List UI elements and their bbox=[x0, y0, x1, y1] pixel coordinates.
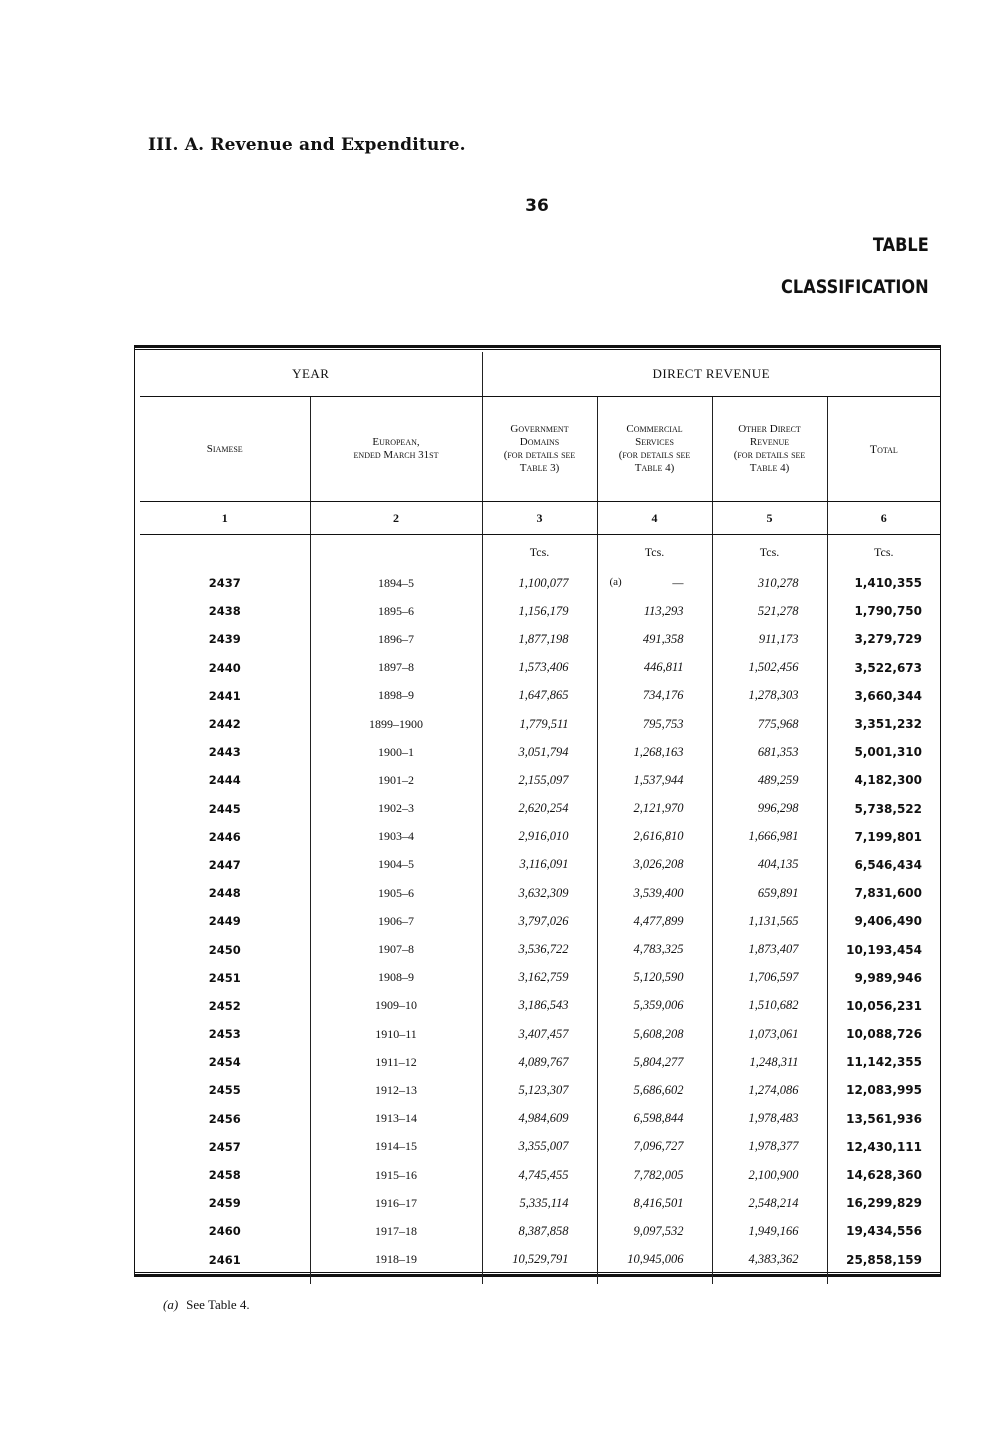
other-direct-revenue-cell: 1,706,597 bbox=[712, 964, 827, 992]
european-year-cell: 1911–12 bbox=[310, 1048, 482, 1076]
government-domains-cell: 3,355,007 bbox=[482, 1133, 597, 1161]
siamese-year-cell: 2461 bbox=[208, 1252, 241, 1267]
european-year-cell: 1902–3 bbox=[310, 795, 482, 823]
unit-label: Tcs. bbox=[827, 535, 940, 570]
commercial-services-cell: 5,120,590 bbox=[597, 964, 712, 992]
other-direct-revenue-cell: 1,502,456 bbox=[712, 654, 827, 682]
table-label: TABLE bbox=[873, 234, 929, 256]
unit-label: Tcs. bbox=[712, 535, 827, 570]
other-direct-revenue-header: Other Direct Revenue (for details see Table 4) bbox=[712, 397, 827, 502]
european-year-cell: 1910–11 bbox=[310, 1020, 482, 1048]
commercial-services-cell: 491,358 bbox=[597, 625, 712, 653]
table-row bbox=[140, 1217, 940, 1245]
european-year-cell: 1905–6 bbox=[310, 879, 482, 907]
european-year-cell: 1901–2 bbox=[310, 766, 482, 794]
unit-label: Tcs. bbox=[482, 535, 597, 570]
european-year-cell: 1904–5 bbox=[310, 851, 482, 879]
siamese-year-cell: 2454 bbox=[208, 1055, 241, 1070]
total-cell: 19,434,556 bbox=[827, 1217, 940, 1245]
government-domains-cell: 2,620,254 bbox=[482, 795, 597, 823]
government-domains-cell: 4,089,767 bbox=[482, 1048, 597, 1076]
european-header: European, ended March 31st bbox=[310, 397, 482, 502]
commercial-services-cell: 10,945,006 bbox=[597, 1246, 712, 1274]
european-year-cell: 1916–17 bbox=[310, 1189, 482, 1217]
year-group-header: YEAR bbox=[140, 352, 482, 397]
commercial-services-cell: 2,616,810 bbox=[597, 823, 712, 851]
table-row bbox=[140, 569, 940, 597]
european-year-cell: 1895–6 bbox=[310, 597, 482, 625]
siamese-year-cell: 2442 bbox=[208, 717, 241, 732]
european-year-cell: 1908–9 bbox=[310, 964, 482, 992]
commercial-services-cell: 7,096,727 bbox=[597, 1133, 712, 1161]
siamese-year-cell: 2449 bbox=[208, 914, 241, 929]
government-domains-cell: 4,745,455 bbox=[482, 1161, 597, 1189]
total-cell: 9,406,490 bbox=[827, 907, 940, 935]
table-row bbox=[140, 738, 940, 766]
page-number: 36 bbox=[525, 196, 549, 216]
table-row bbox=[140, 795, 940, 823]
government-domains-cell: 2,916,010 bbox=[482, 823, 597, 851]
other-direct-revenue-cell: 1,666,981 bbox=[712, 823, 827, 851]
siamese-year-cell: 2445 bbox=[208, 801, 241, 816]
table-body bbox=[140, 569, 940, 1284]
siamese-year-cell: 2448 bbox=[208, 886, 241, 901]
table-row bbox=[140, 682, 940, 710]
siamese-year-cell: 2441 bbox=[208, 688, 241, 703]
commercial-services-cell: 6,598,844 bbox=[597, 1105, 712, 1133]
other-direct-revenue-cell: 310,278 bbox=[712, 569, 827, 597]
other-direct-revenue-cell: 1,274,086 bbox=[712, 1076, 827, 1104]
total-cell: 13,561,936 bbox=[827, 1105, 940, 1133]
european-year-cell: 1915–16 bbox=[310, 1161, 482, 1189]
other-direct-revenue-cell: 1,073,061 bbox=[712, 1020, 827, 1048]
government-domains-cell: 1,100,077 bbox=[482, 569, 597, 597]
revenue-table bbox=[140, 352, 940, 1284]
other-direct-revenue-cell: 681,353 bbox=[712, 738, 827, 766]
government-domains-header: Government Domains (for details see Table 3) bbox=[482, 397, 597, 502]
other-direct-revenue-cell: 911,173 bbox=[712, 625, 827, 653]
siamese-year-cell: 2443 bbox=[208, 745, 241, 760]
total-header: Total bbox=[827, 397, 940, 502]
total-cell: 6,546,434 bbox=[827, 851, 940, 879]
siamese-year-cell: 2439 bbox=[208, 632, 241, 647]
table-row bbox=[140, 992, 940, 1020]
european-year-cell: 1912–13 bbox=[310, 1076, 482, 1104]
european-year-cell: 1907–8 bbox=[310, 935, 482, 963]
footnote-text: See Table 4. bbox=[186, 1297, 250, 1312]
total-cell: 4,182,300 bbox=[827, 766, 940, 794]
siamese-year-cell: 2458 bbox=[208, 1168, 241, 1183]
government-domains-cell: 8,387,858 bbox=[482, 1217, 597, 1245]
government-domains-cell: 3,116,091 bbox=[482, 851, 597, 879]
total-cell: 3,279,729 bbox=[827, 625, 940, 653]
commercial-services-cell: 4,477,899 bbox=[597, 907, 712, 935]
other-direct-revenue-cell: 1,278,303 bbox=[712, 682, 827, 710]
table-row bbox=[140, 879, 940, 907]
commercial-services-cell: 5,608,208 bbox=[597, 1020, 712, 1048]
other-direct-revenue-cell: 1,978,377 bbox=[712, 1133, 827, 1161]
government-domains-cell: 4,984,609 bbox=[482, 1105, 597, 1133]
european-year-cell: 1906–7 bbox=[310, 907, 482, 935]
total-cell: 3,522,673 bbox=[827, 654, 940, 682]
total-cell: 7,199,801 bbox=[827, 823, 940, 851]
siamese-year-cell: 2451 bbox=[208, 970, 241, 985]
table-row bbox=[140, 1133, 940, 1161]
direct-revenue-group-header: DIRECT REVENUE bbox=[482, 352, 940, 397]
footnote bbox=[163, 1297, 250, 1313]
table-row bbox=[140, 851, 940, 879]
unit-row bbox=[140, 535, 940, 570]
column-number: 4 bbox=[597, 502, 712, 535]
government-domains-cell: 1,877,198 bbox=[482, 625, 597, 653]
european-year-cell: 1914–15 bbox=[310, 1133, 482, 1161]
commercial-services-cell: 5,804,277 bbox=[597, 1048, 712, 1076]
government-domains-cell: 1,156,179 bbox=[482, 597, 597, 625]
table-row bbox=[140, 766, 940, 794]
european-year-cell: 1896–7 bbox=[310, 625, 482, 653]
government-domains-cell: 5,335,114 bbox=[482, 1189, 597, 1217]
other-direct-revenue-cell: 489,259 bbox=[712, 766, 827, 794]
government-domains-cell: 3,186,543 bbox=[482, 992, 597, 1020]
other-direct-revenue-cell: 996,298 bbox=[712, 795, 827, 823]
government-domains-cell: 2,155,097 bbox=[482, 766, 597, 794]
total-cell: 9,989,946 bbox=[827, 964, 940, 992]
table-row bbox=[140, 654, 940, 682]
other-direct-revenue-cell: 4,383,362 bbox=[712, 1246, 827, 1274]
commercial-services-cell: 7,782,005 bbox=[597, 1161, 712, 1189]
commercial-services-cell: 4,783,325 bbox=[597, 935, 712, 963]
government-domains-cell: 10,529,791 bbox=[482, 1246, 597, 1274]
commercial-services-cell: 446,811 bbox=[597, 654, 712, 682]
commercial-services-cell: 795,753 bbox=[597, 710, 712, 738]
table-row bbox=[140, 1105, 940, 1133]
european-year-cell: 1903–4 bbox=[310, 823, 482, 851]
total-cell: 16,299,829 bbox=[827, 1189, 940, 1217]
table-row bbox=[140, 907, 940, 935]
siamese-year-cell: 2450 bbox=[208, 942, 241, 957]
total-cell: 5,001,310 bbox=[827, 738, 940, 766]
other-direct-revenue-cell: 775,968 bbox=[712, 710, 827, 738]
siamese-year-cell: 2446 bbox=[208, 829, 241, 844]
commercial-services-cell: 1,268,163 bbox=[597, 738, 712, 766]
european-year-cell: 1913–14 bbox=[310, 1105, 482, 1133]
table-row bbox=[140, 964, 940, 992]
total-cell: 3,660,344 bbox=[827, 682, 940, 710]
commercial-services-header: Commercial Services (for details see Table 4) bbox=[597, 397, 712, 502]
total-cell: 1,790,750 bbox=[827, 597, 940, 625]
commercial-services-cell: 3,026,208 bbox=[597, 851, 712, 879]
european-year-cell: 1900–1 bbox=[310, 738, 482, 766]
total-cell: 14,628,360 bbox=[827, 1161, 940, 1189]
total-cell: 12,430,111 bbox=[827, 1133, 940, 1161]
group-header-row bbox=[140, 352, 940, 397]
commercial-services-cell: 9,097,532 bbox=[597, 1217, 712, 1245]
siamese-year-cell: 2437 bbox=[208, 576, 241, 591]
other-direct-revenue-cell: 404,135 bbox=[712, 851, 827, 879]
commercial-services-cell: 5,686,602 bbox=[597, 1076, 712, 1104]
government-domains-cell: 3,051,794 bbox=[482, 738, 597, 766]
table-row bbox=[140, 1246, 940, 1274]
siamese-year-cell: 2444 bbox=[208, 773, 241, 788]
other-direct-revenue-cell: 2,100,900 bbox=[712, 1161, 827, 1189]
european-year-cell: 1899–1900 bbox=[310, 710, 482, 738]
other-direct-revenue-cell: 659,891 bbox=[712, 879, 827, 907]
total-cell: 12,083,995 bbox=[827, 1076, 940, 1104]
total-cell: 10,088,726 bbox=[827, 1020, 940, 1048]
other-direct-revenue-cell: 2,548,214 bbox=[712, 1189, 827, 1217]
commercial-services-cell: 1,537,944 bbox=[597, 766, 712, 794]
total-cell: 25,858,159 bbox=[827, 1246, 940, 1274]
siamese-year-cell: 2440 bbox=[208, 660, 241, 675]
other-direct-revenue-cell: 521,278 bbox=[712, 597, 827, 625]
total-cell: 11,142,355 bbox=[827, 1048, 940, 1076]
government-domains-cell: 5,123,307 bbox=[482, 1076, 597, 1104]
siamese-year-cell: 2447 bbox=[208, 857, 241, 872]
commercial-services-cell: (a) — bbox=[597, 569, 712, 597]
column-number: 5 bbox=[712, 502, 827, 535]
european-year-cell: 1897–8 bbox=[310, 654, 482, 682]
european-year-cell: 1917–18 bbox=[310, 1217, 482, 1245]
european-year-cell: 1898–9 bbox=[310, 682, 482, 710]
siamese-year-cell: 2459 bbox=[208, 1196, 241, 1211]
classification-title: CLASSIFICATION bbox=[781, 276, 929, 298]
commercial-services-cell: 3,539,400 bbox=[597, 879, 712, 907]
column-number-row bbox=[140, 502, 940, 535]
column-number: 6 bbox=[827, 502, 940, 535]
other-direct-revenue-cell: 1,949,166 bbox=[712, 1217, 827, 1245]
other-direct-revenue-cell: 1,131,565 bbox=[712, 907, 827, 935]
table-row bbox=[140, 1189, 940, 1217]
table-top-rule bbox=[134, 349, 941, 350]
total-cell: 5,738,522 bbox=[827, 795, 940, 823]
commercial-services-cell: 113,293 bbox=[597, 597, 712, 625]
table-row bbox=[140, 1020, 940, 1048]
table-row bbox=[140, 625, 940, 653]
other-direct-revenue-cell: 1,978,483 bbox=[712, 1105, 827, 1133]
table-row bbox=[140, 710, 940, 738]
unit-label: Tcs. bbox=[597, 535, 712, 570]
other-direct-revenue-cell: 1,248,311 bbox=[712, 1048, 827, 1076]
siamese-year-cell: 2457 bbox=[208, 1139, 241, 1154]
siamese-year-cell: 2452 bbox=[208, 998, 241, 1013]
commercial-services-cell: 8,416,501 bbox=[597, 1189, 712, 1217]
government-domains-cell: 1,647,865 bbox=[482, 682, 597, 710]
table-row bbox=[140, 1048, 940, 1076]
government-domains-cell: 3,407,457 bbox=[482, 1020, 597, 1048]
other-direct-revenue-cell: 1,873,407 bbox=[712, 935, 827, 963]
column-number: 3 bbox=[482, 502, 597, 535]
government-domains-cell: 1,573,406 bbox=[482, 654, 597, 682]
column-number: 2 bbox=[310, 502, 482, 535]
footnote-ref: (a) bbox=[609, 575, 622, 588]
commercial-services-cell: 5,359,006 bbox=[597, 992, 712, 1020]
table-row bbox=[140, 1076, 940, 1104]
government-domains-cell: 3,162,759 bbox=[482, 964, 597, 992]
commercial-services-cell: 2,121,970 bbox=[597, 795, 712, 823]
government-domains-cell: 3,632,309 bbox=[482, 879, 597, 907]
european-year-cell: 1909–10 bbox=[310, 992, 482, 1020]
commercial-services-cell: 734,176 bbox=[597, 682, 712, 710]
other-direct-revenue-cell: 1,510,682 bbox=[712, 992, 827, 1020]
siamese-header: Siamese bbox=[140, 397, 310, 502]
column-number: 1 bbox=[140, 502, 310, 535]
table-row bbox=[140, 1161, 940, 1189]
siamese-year-cell: 2438 bbox=[208, 604, 241, 619]
siamese-year-cell: 2455 bbox=[208, 1083, 241, 1098]
government-domains-cell: 3,797,026 bbox=[482, 907, 597, 935]
footnote-mark: (a) bbox=[163, 1297, 179, 1312]
siamese-year-cell: 2456 bbox=[208, 1111, 241, 1126]
siamese-year-cell: 2453 bbox=[208, 1027, 241, 1042]
table-row bbox=[140, 597, 940, 625]
section-heading: III. A. Revenue and Expenditure. bbox=[148, 135, 466, 155]
column-header-row bbox=[140, 397, 940, 502]
siamese-year-cell: 2460 bbox=[208, 1224, 241, 1239]
total-cell: 7,831,600 bbox=[827, 879, 940, 907]
table-row bbox=[140, 823, 940, 851]
government-domains-cell: 3,536,722 bbox=[482, 935, 597, 963]
european-year-cell: 1918–19 bbox=[310, 1246, 482, 1274]
government-domains-cell: 1,779,511 bbox=[482, 710, 597, 738]
table-row bbox=[140, 935, 940, 963]
total-cell: 10,056,231 bbox=[827, 992, 940, 1020]
total-cell: 3,351,232 bbox=[827, 710, 940, 738]
total-cell: 1,410,355 bbox=[827, 569, 940, 597]
european-year-cell: 1894–5 bbox=[310, 569, 482, 597]
total-cell: 10,193,454 bbox=[827, 935, 940, 963]
